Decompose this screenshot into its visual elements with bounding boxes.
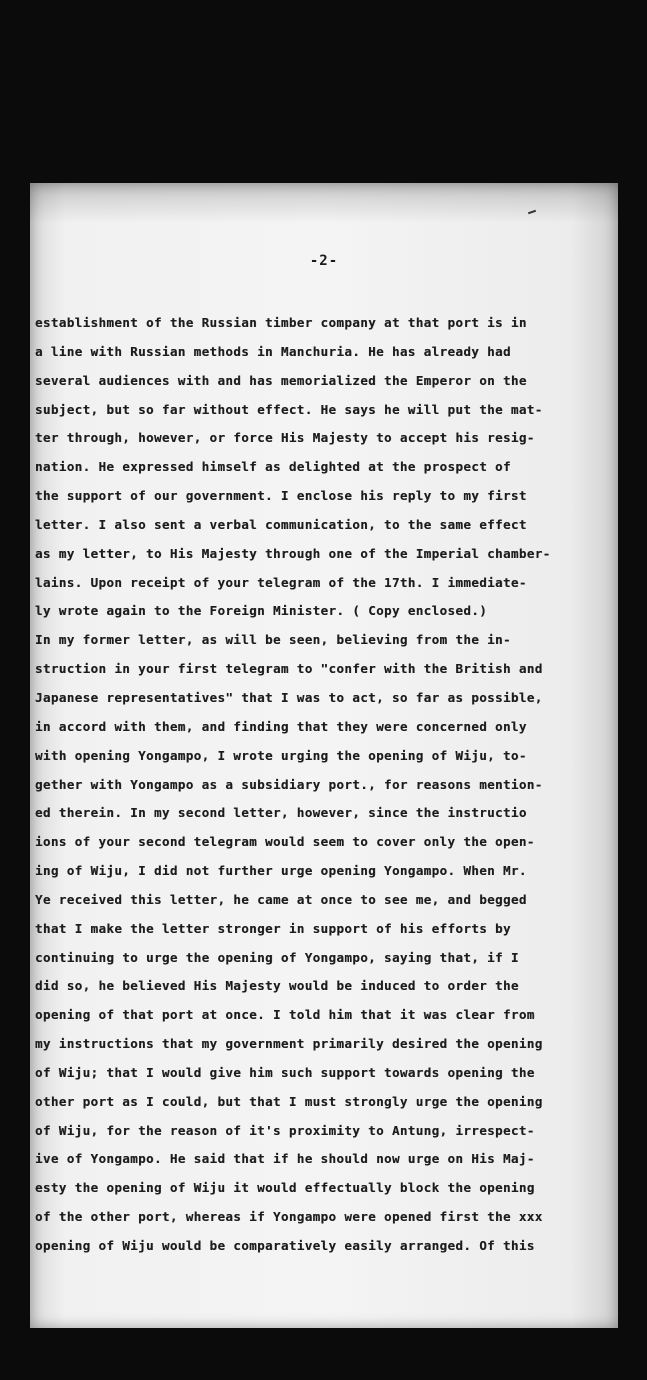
text-line: ive of Yongampo. He said that if he should now urge on His Maj- [35,1151,535,1167]
page-number: -2- [309,253,339,269]
typed-letter-page [30,183,618,1328]
text-line: opening of that port at once. I told him that it was clear from [35,1007,535,1023]
pen-mark [528,210,536,215]
text-line: nation. He expressed himself as delighted at the prospect of [35,459,511,475]
text-line: several audiences with and has memorialized the Emperor on the [35,372,527,388]
text-line: Japanese representatives" that I was to act, so far as possible, [35,689,543,705]
text-line: esty the opening of Wiju it would effectually block the opening [35,1180,535,1196]
text-line: ing of Wiju, I did not further urge opening Yongampo. When Mr. [35,863,527,879]
text-line: ter through, however, or force His Majesty to accept his resig- [35,430,535,446]
text-line: struction in your first telegram to "confer with the British and [35,661,543,677]
text-line: ly wrote again to the Foreign Minister. ( Copy enclosed.) [35,603,488,619]
text-line: in accord with them, and finding that they were concerned only [35,718,527,734]
text-line: of Wiju, for the reason of it's proximity to Antung, irrespect- [35,1122,535,1138]
text-line: other port as I could, but that I must strongly urge the opening [35,1093,543,1109]
text-line: that I make the letter stronger in support of his efforts by [35,920,511,936]
text-line: ions of your second telegram would seem to cover only the open- [35,834,535,850]
text-line: of Wiju; that I would give him such support towards opening the [35,1064,535,1080]
letter-body [35,309,615,1261]
text-line: subject, but so far without effect. He says he will put the mat- [35,401,543,417]
text-line: gether with Yongampo as a subsidiary port., for reasons mention- [35,776,543,792]
text-line: my instructions that my government primarily desired the opening [35,1036,543,1052]
text-line: establishment of the Russian timber company at that port is in [35,315,527,330]
text-line: of the other port, whereas if Yongampo were opened first the xxx [35,1209,543,1225]
text-line: continuing to urge the opening of Yongampo, saying that, if I [35,949,519,965]
text-line: a line with Russian methods in Manchuria. He has already had [35,343,511,359]
text-line: In my former letter, as will be seen, believing from the in- [35,632,511,648]
text-line: with opening Yongampo, I wrote urging the opening of Wiju, to- [35,747,527,763]
text-line: did so, he believed His Majesty would be induced to order the [35,978,519,994]
text-line: as my letter, to His Majesty through one of the Imperial chamber- [35,545,551,561]
text-line: opening of Wiju would be comparatively easily arranged. Of this [35,1238,535,1253]
text-line: the support of our government. I enclose his reply to my first [35,488,527,504]
text-line: ed therein. In my second letter, however, since the instructio [35,805,527,821]
text-line: lains. Upon receipt of your telegram of the 17th. I immediate- [35,574,527,590]
text-line: letter. I also sent a verbal communication, to the same effect [35,516,527,532]
text-line: Ye received this letter, he came at once to see me, and begged [35,891,527,907]
